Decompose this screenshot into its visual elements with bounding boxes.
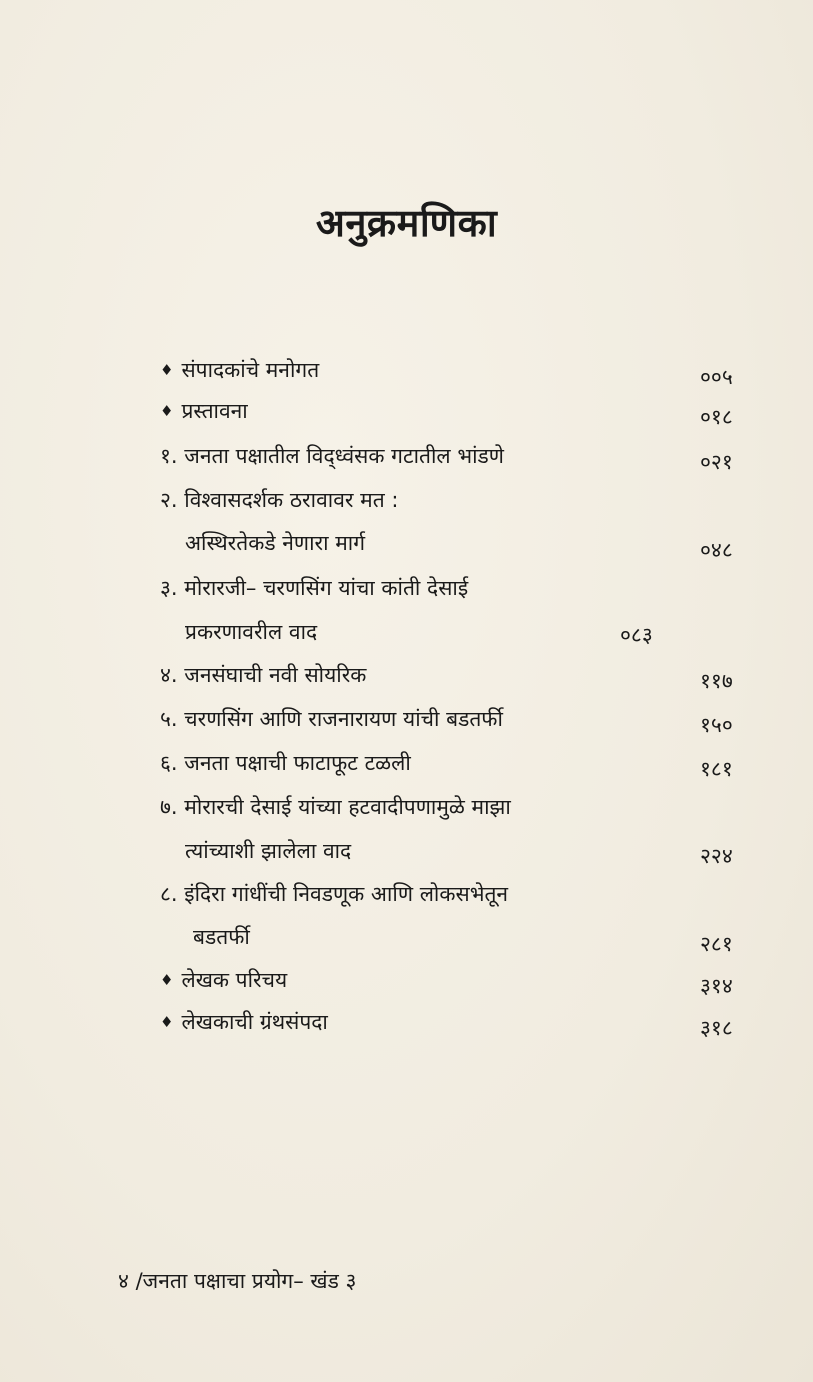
toc-entry-page: ३१४	[700, 974, 733, 998]
toc-entry-page: ००५	[700, 365, 733, 389]
toc-entry-label: ७. मोरारची देसाई यांच्या हटवादीपणामुळे माझा	[160, 795, 511, 819]
toc-entry-page: १८१	[700, 757, 733, 781]
diamond-bullet-icon: ♦	[160, 1013, 174, 1031]
diamond-bullet-icon: ♦	[160, 971, 174, 989]
toc-entry-page: २८१	[700, 932, 733, 956]
toc-entry-label: ६. जनता पक्षाची फाटाफूट टळली	[160, 751, 411, 775]
toc-entry-label: ♦ प्रस्तावना	[160, 399, 248, 423]
toc-entry-continuation: अस्थिरतेकडे नेणारा मार्ग	[185, 531, 366, 555]
toc-entry-page: १५०	[700, 713, 733, 737]
toc-entry-page: ३१८	[700, 1016, 733, 1040]
toc-entry-page: ११७	[700, 669, 733, 693]
page-footer: ४ /जनता पक्षाचा प्रयोग– खंड ३	[118, 1269, 357, 1293]
toc-entry-label: २. विश्वासदर्शक ठरावावर मत :	[160, 488, 399, 512]
toc-entry-label: ♦ लेखक परिचय	[160, 968, 288, 992]
toc-entry-continuation: बडतर्फी	[193, 925, 250, 949]
toc-entry-label: ♦ लेखकाची ग्रंथसंपदा	[160, 1010, 328, 1034]
toc-entry-label: ३. मोरारजी– चरणसिंग यांचा कांती देसाई	[160, 576, 469, 600]
toc-entry-label: ४. जनसंघाची नवी सोयरिक	[160, 663, 367, 687]
toc-entry-page: ०२१	[700, 450, 733, 474]
diamond-bullet-icon: ♦	[160, 361, 174, 379]
diamond-bullet-icon: ♦	[160, 402, 174, 420]
toc-entry-page: ०१८	[700, 405, 733, 429]
toc-entry-page: २२४	[700, 844, 733, 868]
toc-entry-page: ०४८	[700, 538, 733, 562]
toc-entry-label: १. जनता पक्षातील विद्ध्वंसक गटातील भांडणे	[160, 444, 504, 468]
toc-entry-continuation: प्रकरणावरील वाद	[185, 620, 318, 644]
toc-entry-page: ०८३	[620, 623, 653, 647]
toc-entry-continuation: त्यांच्याशी झालेला वाद	[185, 839, 352, 863]
toc-entry-label: ८. इंदिरा गांधींची निवडणूक आणि लोकसभेतून	[160, 882, 509, 906]
toc-entry-label: ♦ संपादकांचे मनोगत	[160, 358, 320, 382]
toc-entry-label: ५. चरणसिंग आणि राजनारायण यांची बडतर्फी	[160, 707, 503, 731]
page-title: अनुक्रमणिका	[315, 201, 498, 245]
